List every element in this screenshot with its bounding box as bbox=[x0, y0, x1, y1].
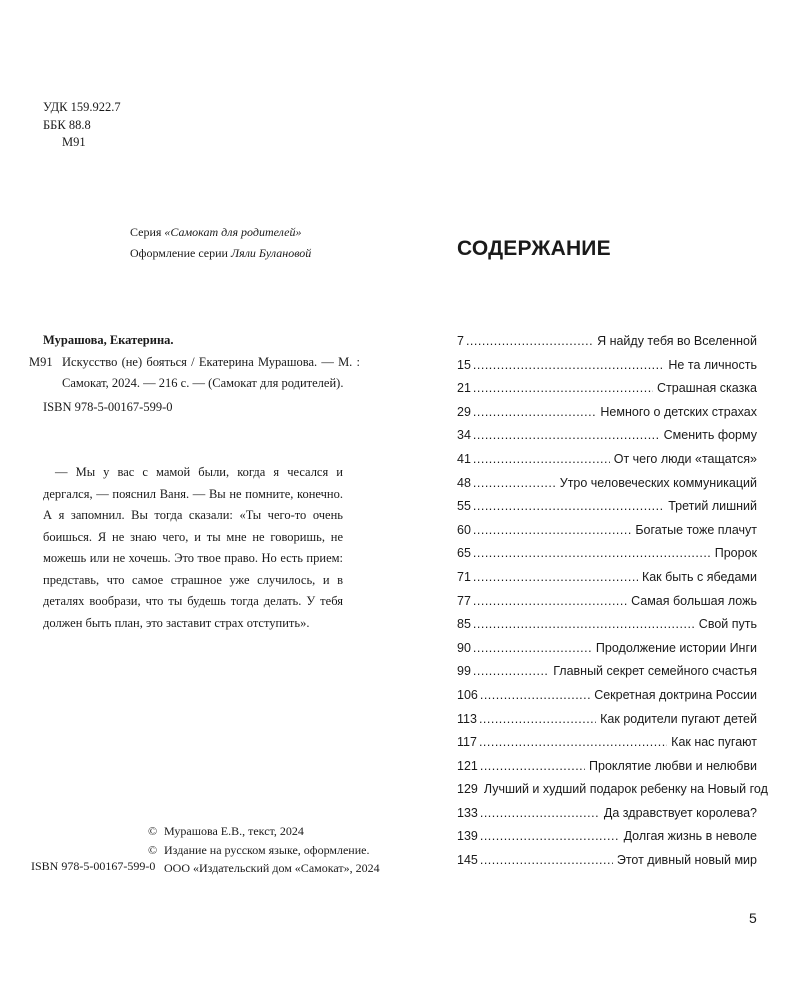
toc-page-number: 85 bbox=[457, 617, 471, 632]
toc-chapter-title: Страшная сказка bbox=[656, 381, 757, 396]
toc-page-number: 77 bbox=[457, 593, 471, 608]
isbn-bottom: ISBN 978-5-00167-599-0 bbox=[31, 859, 156, 873]
toc-page-number: 106 bbox=[457, 687, 478, 702]
toc-dot-leader bbox=[473, 452, 610, 466]
author-heading: Мурашова, Екатерина. bbox=[43, 333, 174, 347]
toc-chapter-title: Главный секрет семейного счастья bbox=[553, 664, 757, 679]
toc-chapter-title: Да здравствует королева? bbox=[603, 805, 757, 820]
toc-chapter-title: Лучший и худший подарок ребенку на Новый год bbox=[483, 782, 768, 797]
toc-item bbox=[457, 405, 757, 429]
entry-text: Искусство (не) бояться / Екатерина Мурашова. — М. : Самокат, 2024. — 216 с. — (Самокат для родителей). bbox=[62, 354, 360, 390]
toc-item bbox=[457, 546, 757, 570]
toc-page-number: 55 bbox=[457, 499, 471, 514]
series-prefix: Серия bbox=[130, 225, 165, 239]
toc-item bbox=[457, 735, 757, 759]
toc-chapter-title: Сменить форму bbox=[663, 428, 757, 443]
toc-page-number: 133 bbox=[457, 805, 478, 820]
toc-item bbox=[457, 570, 757, 594]
design-name: Ляли Булановой bbox=[230, 246, 312, 260]
bbk-code: ББК 88.8 bbox=[43, 117, 91, 132]
toc-chapter-title: Пророк bbox=[714, 546, 757, 561]
toc-item bbox=[457, 594, 757, 618]
toc-chapter-title: Секретная доктрина России bbox=[594, 687, 757, 702]
toc-dot-leader bbox=[480, 759, 585, 773]
toc-title: СОДЕРЖАНИЕ bbox=[457, 237, 611, 260]
toc-chapter-title: Продолжение истории Инги bbox=[595, 640, 757, 655]
toc-page-number: 90 bbox=[457, 640, 471, 655]
toc-dot-leader bbox=[466, 334, 593, 348]
toc-page-number: 48 bbox=[457, 475, 471, 490]
toc-item bbox=[457, 782, 768, 806]
toc-page-number: 113 bbox=[457, 711, 477, 726]
toc-item bbox=[457, 853, 757, 877]
toc-dot-leader bbox=[473, 546, 711, 560]
toc-item bbox=[457, 688, 757, 712]
toc-chapter-title: Утро человеческих коммуникаций bbox=[559, 475, 757, 490]
toc-dot-leader bbox=[473, 499, 664, 513]
toc-item bbox=[457, 523, 757, 547]
copyright-text-3: ООО «Издательский дом «Самокат», 2024 bbox=[164, 861, 380, 875]
copyright-text-2: Издание на русском языке, оформление. bbox=[164, 842, 370, 857]
toc-item bbox=[457, 452, 757, 476]
copyright-icon: © bbox=[148, 842, 158, 857]
udk-code: УДК 159.922.7 bbox=[43, 100, 121, 114]
toc-chapter-title: Третий лишний bbox=[668, 499, 757, 514]
toc-dot-leader bbox=[480, 853, 613, 867]
toc-dot-leader bbox=[473, 594, 627, 608]
toc-item bbox=[457, 641, 757, 665]
bibliographic-record bbox=[30, 330, 360, 418]
copyright-line-1 bbox=[148, 822, 344, 841]
toc-page-number: 29 bbox=[457, 404, 471, 419]
toc-dot-leader bbox=[473, 664, 549, 678]
copyright-icon: © bbox=[148, 824, 158, 838]
toc-item bbox=[457, 381, 757, 405]
toc-page-number: 139 bbox=[457, 829, 478, 844]
table-of-contents bbox=[457, 334, 768, 877]
toc-page-number: 117 bbox=[457, 735, 477, 750]
toc-item bbox=[457, 829, 757, 853]
toc-page-number: 99 bbox=[457, 664, 471, 679]
copyright-line-3 bbox=[148, 859, 380, 878]
toc-item bbox=[457, 759, 757, 783]
toc-chapter-title: Как родители пугают детей bbox=[600, 711, 757, 726]
toc-dot-leader bbox=[480, 806, 600, 820]
toc-item bbox=[457, 617, 757, 641]
toc-dot-leader bbox=[479, 712, 596, 726]
toc-dot-leader bbox=[473, 405, 597, 419]
toc-chapter-title: Богатые тоже плачут bbox=[635, 522, 757, 537]
toc-dot-leader bbox=[473, 428, 660, 442]
entry-code: М91 bbox=[29, 354, 53, 369]
toc-dot-leader bbox=[473, 476, 556, 490]
toc-chapter-title: Самая большая ложь bbox=[631, 593, 757, 608]
toc-chapter-title: Как быть с ябедами bbox=[641, 569, 757, 584]
toc-dot-leader bbox=[480, 688, 590, 702]
toc-page-number: 121 bbox=[457, 758, 478, 773]
toc-chapter-title: Я найду тебя во Вселенной bbox=[597, 334, 757, 348]
toc-chapter-title: Немного о детских страхах bbox=[600, 404, 757, 419]
series-name: «Самокат для родителей» bbox=[164, 225, 302, 239]
toc-dot-leader bbox=[480, 829, 620, 843]
toc-chapter-title: Не та личность bbox=[668, 357, 757, 372]
series-info bbox=[130, 222, 312, 264]
toc-dot-leader bbox=[473, 381, 653, 395]
toc-item bbox=[457, 334, 757, 358]
epigraph-quote: — Мы у вас с мамой были, когда я чесался и дергался, — пояснил Ваня. — Вы не помните, конечно. А я запомнил. Вы тогда сказали: «Ты чего-то очень боишься. Я не знаю чего, и ты мне не говоришь, не можешь или не хочешь. Это твое право. Но есть прием: представь, что самое страшное уже случилось, и в деталях вообрази, что ты будешь тогда делать. У тебя должен быть план, это заставит страх отступить». bbox=[43, 465, 343, 630]
bibliographic-entry bbox=[30, 352, 360, 395]
toc-page-number: 145 bbox=[457, 853, 478, 868]
toc-item bbox=[457, 499, 757, 523]
toc-chapter-title: Проклятие любви и нелюбви bbox=[589, 758, 757, 773]
toc-item bbox=[457, 428, 757, 452]
toc-page-number: 7 bbox=[457, 334, 464, 348]
toc-page-number: 21 bbox=[457, 381, 471, 396]
toc-page-number: 15 bbox=[457, 357, 471, 372]
toc-dot-leader bbox=[473, 358, 665, 372]
series-line bbox=[130, 222, 302, 243]
design-prefix: Оформление серии bbox=[130, 246, 231, 260]
toc-chapter-title: Этот дивный новый мир bbox=[616, 853, 757, 868]
toc-dot-leader bbox=[473, 617, 695, 631]
toc-page-number: 129 bbox=[457, 782, 478, 797]
isbn: ISBN 978-5-00167-599-0 bbox=[43, 399, 173, 414]
page-number: 5 bbox=[749, 910, 757, 926]
toc-chapter-title: Свой путь bbox=[698, 617, 757, 632]
author-sign: М91 bbox=[62, 135, 86, 149]
design-line bbox=[130, 243, 312, 264]
toc-chapter-title: От чего люди «тащатся» bbox=[613, 451, 757, 466]
toc-page-number: 65 bbox=[457, 546, 471, 561]
toc-dot-leader bbox=[473, 523, 631, 537]
copyright-block bbox=[148, 822, 380, 878]
toc-item bbox=[457, 358, 757, 382]
toc-item bbox=[457, 712, 757, 736]
classification-block bbox=[43, 99, 121, 152]
toc-page-number: 71 bbox=[457, 569, 471, 584]
toc-dot-leader bbox=[479, 735, 667, 749]
toc-dot-leader bbox=[473, 570, 638, 584]
toc-page-number: 41 bbox=[457, 451, 471, 466]
toc-page-number: 60 bbox=[457, 522, 471, 537]
toc-item bbox=[457, 476, 757, 500]
toc-page-number: 34 bbox=[457, 428, 471, 443]
toc-dot-leader bbox=[473, 641, 592, 655]
toc-chapter-title: Как нас пугают bbox=[671, 735, 757, 750]
copyright-line-2 bbox=[148, 841, 370, 860]
copyright-text-1: Мурашова Е.В., текст, 2024 bbox=[164, 824, 304, 838]
toc-item bbox=[457, 806, 757, 830]
toc-item bbox=[457, 664, 757, 688]
toc-chapter-title: Долгая жизнь в неволе bbox=[623, 829, 757, 844]
